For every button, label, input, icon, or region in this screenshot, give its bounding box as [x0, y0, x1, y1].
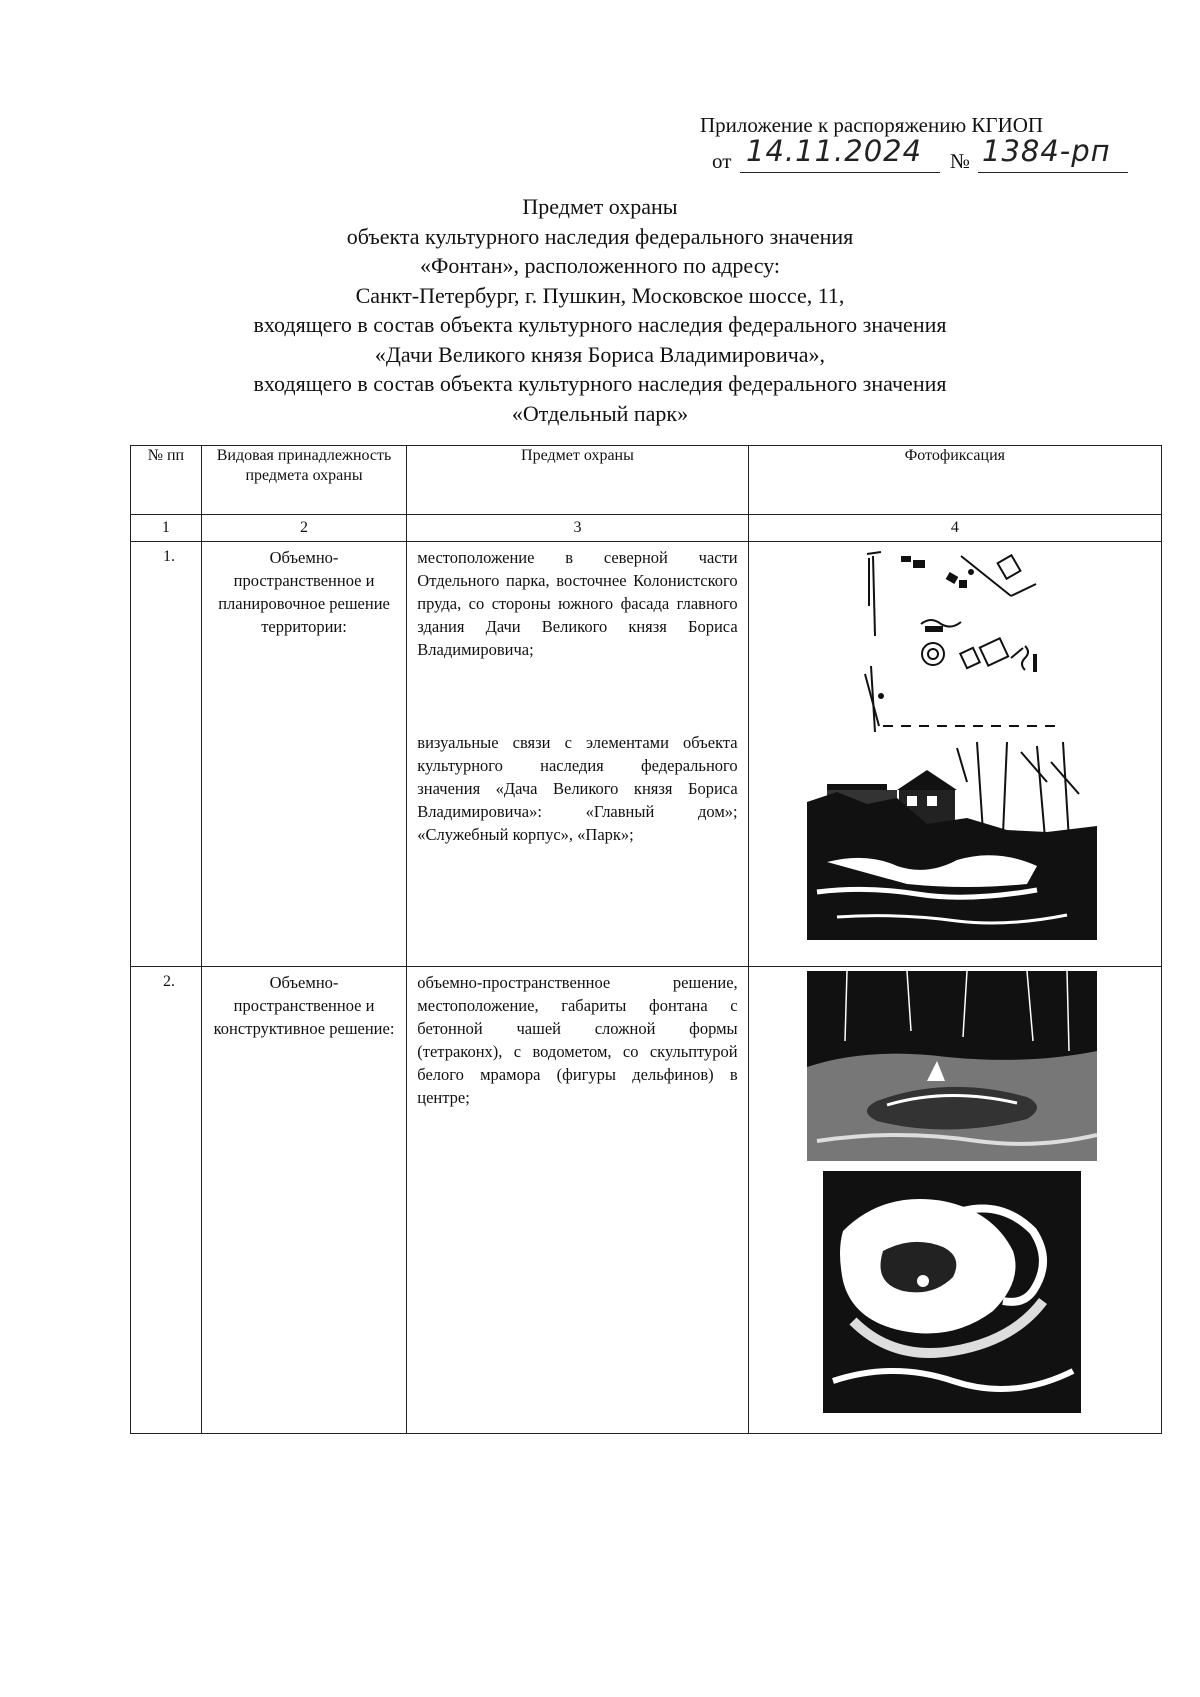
- date-underline: [740, 172, 940, 173]
- header-cell-number: № пп: [131, 446, 202, 515]
- protection-subject-table: [130, 445, 1162, 1434]
- column-number: 4: [748, 515, 1161, 542]
- row-kind: Объемно-пространственное и планировочное решение территории:: [201, 542, 407, 967]
- title-line: объекта культурного наследия федерального значения: [346, 223, 854, 249]
- row-number: 1.: [131, 542, 202, 967]
- dolphin-sculpture-photo: [823, 1171, 1081, 1413]
- subject-item: визуальные связи с элементами объекта культурного наследия федерального значения «Дача Великого князя Бориса Владимировича»: «Главный дом»; «Служебный корпус», «Парк»;: [417, 733, 738, 844]
- fountain-bowl-photo: [807, 971, 1097, 1161]
- column-number-row: [131, 515, 1162, 542]
- table-header-row: [131, 446, 1162, 515]
- header-cell-subject: Предмет охраны: [407, 446, 748, 515]
- row-subject: [407, 542, 748, 967]
- row-kind: Объемно-пространственное и конструктивное решение:: [201, 967, 407, 1434]
- column-number: 1: [131, 515, 202, 542]
- from-label: от: [712, 149, 732, 173]
- row-subject: [407, 967, 748, 1434]
- table-row: [131, 542, 1162, 967]
- title-line: Санкт-Петербург, г. Пушкин, Московское шоссе, 11,: [355, 282, 845, 308]
- order-date-number: [700, 134, 1130, 178]
- column-number: 3: [407, 515, 748, 542]
- row-photos: [748, 542, 1161, 967]
- row-photos: [748, 967, 1161, 1434]
- appendix-reference: [700, 112, 1130, 178]
- title-line: входящего в состав объекта культурного наследия федерального значения: [253, 312, 947, 337]
- number-underline: [978, 172, 1128, 173]
- title-line: «Дачи Великого князя Бориса Владимировича»,: [374, 341, 826, 367]
- handwritten-date: 14.11.2024: [746, 134, 923, 168]
- main-house-view-photo: [807, 742, 1097, 940]
- title-line: входящего в состав объекта культурного наследия федерального значения: [253, 371, 947, 396]
- document-title: [140, 192, 1060, 428]
- subject-item: местоположение в северной части Отдельного парка, восточнее Колонистского пруда, со стороны южного фасада главного здания Дачи Великого князя Бориса Владимировича;: [417, 548, 738, 659]
- header-cell-kind: Видовая принадлежность предмета охраны: [201, 446, 407, 515]
- title-line: «Фонтан», расположенного по адресу:: [419, 253, 781, 278]
- column-number: 2: [201, 515, 407, 542]
- number-label: №: [950, 149, 971, 173]
- table-row: [131, 967, 1162, 1434]
- appendix-line: Приложение к распоряжению КГИОП: [700, 113, 1044, 137]
- header-cell-photo: Фотофиксация: [748, 446, 1161, 515]
- title-line: «Отдельный парк»: [511, 400, 689, 426]
- subject-item: объемно-пространственное решение, местоположение, габариты фонтана с бетонной чашей сложной формы (тетраконх), с водометом, со скульптурой белого мрамора (фигуры дельфинов) в центре;: [417, 973, 738, 1107]
- title-line: Предмет охраны: [522, 194, 678, 219]
- row-number: 2.: [131, 967, 202, 1434]
- handwritten-number: 1384-рп: [982, 134, 1111, 168]
- site-plan-scheme: [861, 546, 1061, 736]
